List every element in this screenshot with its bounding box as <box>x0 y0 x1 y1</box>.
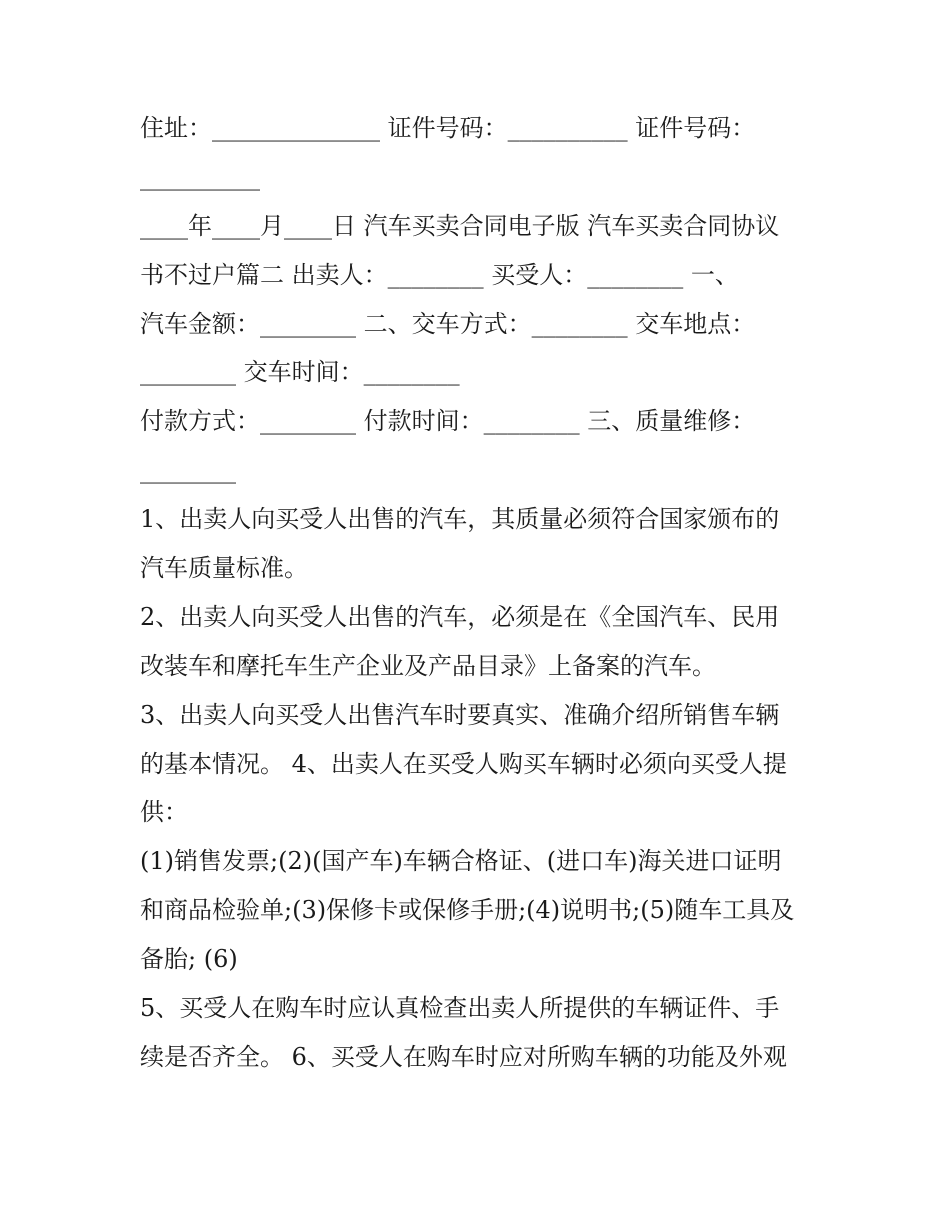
text-line: 备胎; (6) <box>140 945 238 974</box>
text-line: 付款方式：________ 付款时间：________ 三、质量维修： <box>140 407 756 436</box>
text-line: 供： <box>140 798 188 827</box>
text-line: 续是否齐全。 6、买受人在购车时应对所购车辆的功能及外观 <box>140 1042 787 1071</box>
text-line: 5、买受人在购车时应认真检查出卖人所提供的车辆证件、手 <box>140 994 780 1023</box>
text-line: __________ <box>140 162 260 191</box>
text-line: 住址：______________ 证件号码：__________ 证件号码： <box>140 114 756 142</box>
contract-body <box>140 104 812 1082</box>
text-line: 汽车质量标准。 <box>140 554 308 583</box>
text-line: ________ 交车时间：________ <box>140 358 460 387</box>
text-line: 书不过户篇二 出卖人：________ 买受人：________ 一、 <box>140 260 739 289</box>
text-line: 改装车和摩托车生产企业及产品目录》上备案的汽车。 <box>140 651 716 680</box>
text-line: 汽车金额：________ 二、交车方式：________ 交车地点： <box>140 309 756 338</box>
text-line: ________ <box>140 456 236 485</box>
text-line: 的基本情况。 4、出卖人在买受人购买车辆时必须向买受人提 <box>140 749 787 778</box>
text-line: ____年____月____日 汽车买卖合同电子版 汽车买卖合同协议 <box>140 211 780 240</box>
text-line: 2、出卖人向买受人出售的汽车，必须是在《全国汽车、民用 <box>140 602 780 631</box>
text-line: (1)销售发票;(2)(国产车)车辆合格证、(进口车)海关进口证明 <box>140 847 782 876</box>
text-line: 和商品检验单;(3)保修卡或保修手册;(4)说明书;(5)随车工具及 <box>140 896 795 925</box>
text-line: 3、出卖人向买受人出售汽车时要真实、准确介绍所销售车辆 <box>140 700 780 729</box>
text-line: 1、出卖人向买受人出售的汽车，其质量必须符合国家颁布的 <box>140 505 780 534</box>
